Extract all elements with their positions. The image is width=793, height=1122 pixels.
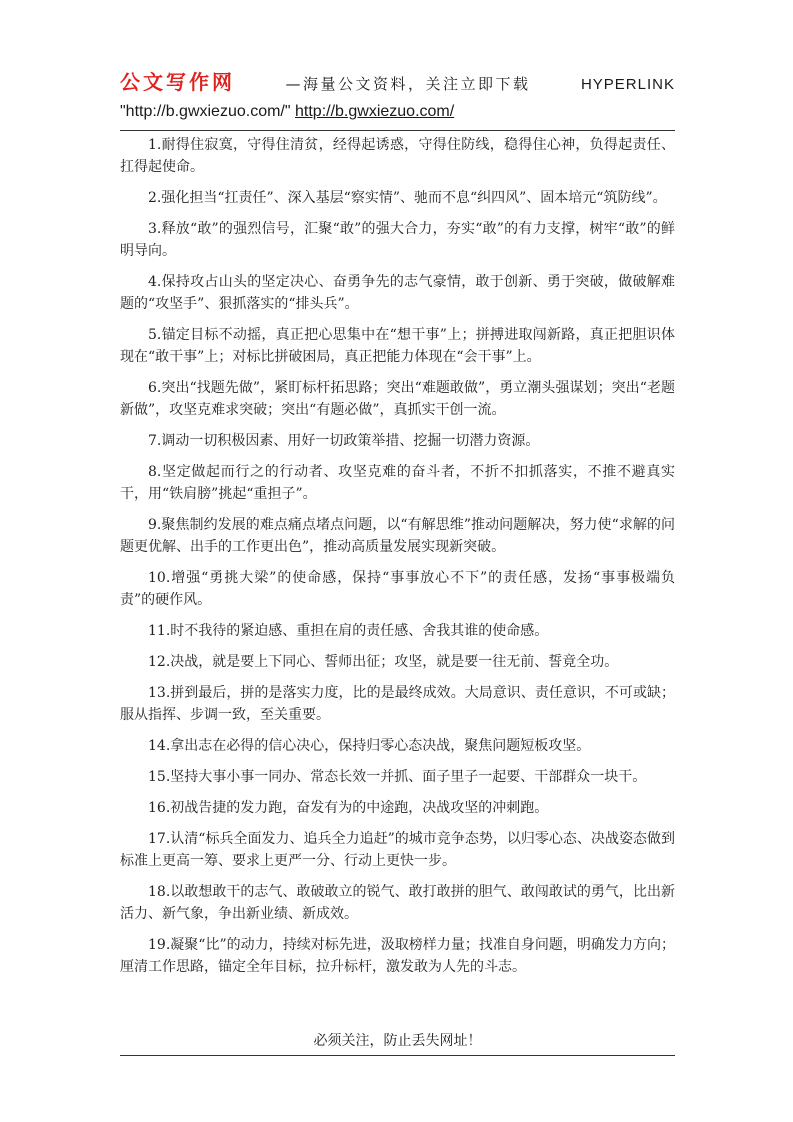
list-item: 3.释放“敢”的强烈信号，汇聚“敢”的强大合力，夯实“敢”的有力支撑，树牢“敢”的鲜明导向。 [120, 221, 675, 259]
footer-divider [120, 1055, 675, 1056]
list-item: 11.时不我待的紧迫感、重担在肩的责任感、舍我其谁的使命感。 [148, 623, 549, 639]
header-line-1 [120, 66, 675, 94]
hyperlink-field-code: HYPERLINK [580, 76, 675, 93]
list-item: 9.聚焦制约发展的难点痛点堵点问题，以“有解思维”推动问题解决，努力使“求解的问题更优解、出手的工作更出色”，推动高质量发展实现新突破。 [120, 517, 675, 555]
brand-logo: 公文写作网 [120, 70, 235, 94]
website-link[interactable]: http://b.gwxiezuo.com/ [295, 103, 455, 120]
slogan-list [120, 134, 675, 987]
list-item: 6.突出“找题先做”，紧盯标杆拓思路；突出“难题敢做”，勇立潮头强谋划；突出“老题新做”，攻坚克难求突破；突出“有题必做”，真抓实干创一流。 [120, 380, 675, 418]
list-item: 8.坚定做起而行之的行动者、攻坚克难的奋斗者，不折不扣抓落实，不推不避真实干，用“铁肩膀”挑起“重担子”。 [120, 464, 675, 502]
list-item: 14.拿出志在必得的信心决心，保持归零心态决战，聚焦问题短板攻坚。 [148, 738, 591, 754]
list-item: 19.凝聚“比”的动力，持续对标先进，汲取榜样力量；找准自身问题，明确发力方向；厘清工作思路，锚定全年目标，拉升标杆，激发敢为人先的斗志。 [120, 937, 675, 975]
list-item: 18.以敢想敢干的志气、敢破敢立的锐气、敢打敢拼的胆气、敢闯敢试的勇气，比出新活力、新气象，争出新业绩、新成效。 [120, 884, 675, 922]
footer-notice: 必须关注，防止丢失网址！ [313, 1033, 482, 1049]
list-item: 16.初战告捷的发力跑，奋发有为的中途跑，决战攻坚的冲刺跑。 [148, 800, 549, 816]
list-item: 10.增强“勇挑大梁”的使命感，保持“事事放心不下”的责任感，发扬“事事极端负责”的硬作风。 [120, 570, 675, 608]
list-item: 7.调动一切积极因素、用好一切政策举措、挖掘一切潜力资源。 [148, 433, 540, 449]
header-divider [120, 130, 675, 131]
header-line-2 [120, 103, 675, 125]
page-header [120, 66, 675, 125]
list-item: 15.坚持大事小事一同办、常态长效一并抓、面子里子一起要、干部群众一块干。 [148, 769, 647, 785]
list-item: 17.认清“标兵全面发力、追兵全力追赶”的城市竞争态势，以归零心态、决战姿态做到标准上更高一筹、要求上更严一分、行动上更快一步。 [120, 831, 675, 869]
header-tagline: —海量公文资料，关注立即下载 [285, 75, 531, 93]
list-item: 4.保持攻占山头的坚定决心、奋勇争先的志气豪情，敢于创新、勇于突破，做破解难题的“攻坚手”、狠抓落实的“排头兵”。 [120, 274, 675, 312]
list-item: 13.拼到最后，拼的是落实力度，比的是最终成效。大局意识、责任意识，不可或缺；服从指挥、步调一致，至关重要。 [120, 685, 675, 723]
list-item: 12.决战，就是要上下同心、誓师出征；攻坚，就是要一往无前、誓竟全功。 [148, 654, 619, 670]
list-item: 2.强化担当“扛责任”、深入基层“察实情”、驰而不息“纠四风”、固本培元“筑防线”。 [148, 190, 667, 206]
list-item: 5.锚定目标不动摇，真正把心思集中在“想干事”上；拼搏进取闯新路，真正把胆识体现在“敢干事”上；对标比拼破困局，真正把能力体现在“会干事”上。 [120, 327, 675, 365]
list-item: 1.耐得住寂寞，守得住清贫，经得起诱惑，守得住防线，稳得住心神，负得起责任、扛得起使命。 [120, 137, 675, 175]
link-field-url: "http://b.gwxiezuo.com/" [120, 103, 291, 120]
